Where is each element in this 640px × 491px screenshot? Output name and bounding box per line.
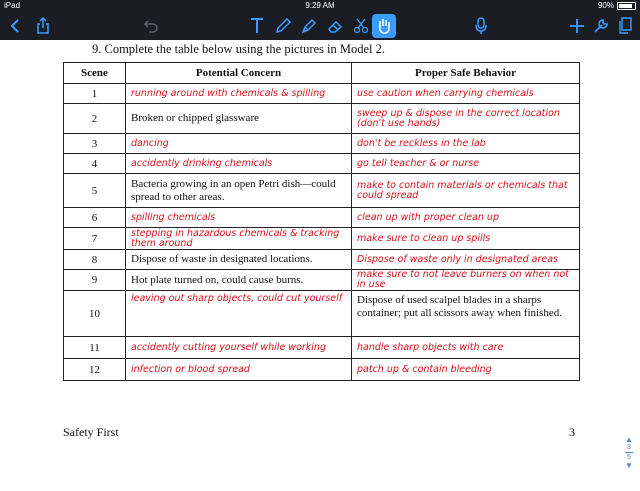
concern-cell[interactable] [126, 104, 352, 134]
handwritten-answer: make to contain materials or chemicals that could spread [357, 179, 568, 201]
page-navigator[interactable] [622, 435, 636, 491]
concern-cell[interactable] [126, 250, 352, 270]
handwritten-answer: patch up & contain bleeding [357, 363, 492, 375]
table-row [64, 250, 580, 270]
handwritten-answer: leaving out sharp objects, could cut yourself [131, 293, 343, 304]
scene-number: 6 [64, 208, 126, 228]
concern-cell[interactable] [126, 84, 352, 104]
handwritten-answer: dancing [131, 137, 169, 149]
table-row [64, 104, 580, 134]
concern-cell[interactable] [126, 270, 352, 291]
table-row [64, 154, 580, 174]
concern-cell[interactable] [126, 134, 352, 154]
printed-text: Bacteria growing in an open Petri dish—could spread to other areas. [131, 177, 336, 203]
scene-number: 1 [64, 84, 126, 104]
scene-number: 11 [64, 337, 126, 359]
concern-cell[interactable] [126, 228, 352, 250]
pages-icon[interactable] [614, 15, 636, 37]
battery-icon [617, 2, 636, 10]
battery-percent: 90% [597, 1, 614, 10]
undo-icon[interactable] [140, 15, 162, 37]
table-row [64, 228, 580, 250]
carrier-label: iPad [4, 1, 21, 10]
concern-cell[interactable] [126, 154, 352, 174]
behavior-cell[interactable] [352, 154, 580, 174]
hand-tool-icon[interactable] [372, 14, 396, 38]
toolbar [0, 12, 640, 40]
scene-number: 10 [64, 291, 126, 337]
behavior-cell[interactable] [352, 134, 580, 154]
handwritten-answer: infection or blood spread [131, 363, 250, 375]
handwritten-answer: Dispose of waste only in designated areas [357, 253, 558, 265]
concern-cell[interactable] [126, 174, 352, 208]
concern-cell[interactable] [126, 291, 352, 337]
behavior-cell[interactable] [352, 359, 580, 381]
eraser-tool-icon[interactable] [324, 15, 346, 37]
header-concern: Potential Concern [126, 63, 352, 84]
table-row [64, 291, 580, 337]
handwritten-answer: running around with chemicals & spilling [131, 87, 326, 99]
handwritten-answer: make sure to not leave burners on when not in use [357, 269, 569, 290]
scene-number: 3 [64, 134, 126, 154]
table-row [64, 270, 580, 291]
printed-text: Dispose of waste in designated locations. [131, 253, 313, 265]
handwritten-answer: handle sharp objects with care [357, 341, 504, 353]
document-page[interactable] [0, 40, 640, 480]
pager-total: 5 [627, 454, 631, 461]
printed-text: Hot plate turned on, could cause burns. [131, 273, 304, 286]
behavior-cell[interactable] [352, 337, 580, 359]
page-up-icon[interactable]: ▲ [625, 435, 633, 444]
table-row [64, 174, 580, 208]
handwritten-answer: don't be reckless in the lab [357, 137, 486, 149]
scene-number: 7 [64, 228, 126, 250]
header-scene: Scene [64, 63, 126, 84]
table-row [64, 208, 580, 228]
scene-number: 5 [64, 174, 126, 208]
concern-cell[interactable] [126, 359, 352, 381]
behavior-cell[interactable] [352, 291, 580, 337]
add-icon[interactable] [566, 15, 588, 37]
settings-icon[interactable] [590, 15, 612, 37]
scissors-tool-icon[interactable] [350, 15, 372, 37]
handwritten-answer: use caution when carrying chemicals [357, 87, 534, 99]
handwritten-answer: go tell teacher & or nurse [357, 157, 480, 169]
behavior-cell[interactable] [352, 104, 580, 134]
table-row [64, 359, 580, 381]
page-down-icon[interactable]: ▼ [625, 461, 633, 470]
behavior-cell[interactable] [352, 270, 580, 291]
behavior-cell[interactable] [352, 84, 580, 104]
pen-tool-icon[interactable] [272, 15, 294, 37]
behavior-cell[interactable] [352, 208, 580, 228]
scene-number: 8 [64, 250, 126, 270]
table-row [64, 337, 580, 359]
microphone-icon[interactable] [470, 15, 492, 37]
page-number: 3 [569, 425, 575, 439]
scene-number: 4 [64, 154, 126, 174]
scene-number: 9 [64, 270, 126, 291]
handwritten-answer: clean up with proper clean up [357, 211, 499, 223]
handwritten-answer: accidently drinking chemicals [131, 157, 273, 169]
share-icon[interactable] [32, 15, 54, 37]
printed-text: Broken or chipped glassware [131, 112, 259, 124]
clock: 9:29 AM [305, 1, 335, 10]
pager-current: 3 [627, 444, 631, 451]
footer-title: Safety First [63, 425, 119, 439]
behavior-cell[interactable] [352, 174, 580, 208]
concern-cell[interactable] [126, 208, 352, 228]
scene-number: 2 [64, 104, 126, 134]
behavior-cell[interactable] [352, 250, 580, 270]
question-prompt: 9. Complete the table below using the pictures in Model 2. [92, 42, 385, 56]
table-row [64, 134, 580, 154]
status-bar [0, 0, 640, 12]
handwritten-answer: sweep up & dispose in the correct location (don't use hands) [357, 107, 560, 129]
header-behavior: Proper Safe Behavior [352, 63, 580, 84]
handwritten-answer: accidently cutting yourself while working [131, 341, 326, 353]
back-icon[interactable] [4, 15, 26, 37]
printed-text: Dispose of used scalpel blades in a sharps container; put all scissors away when finished. [357, 294, 562, 319]
text-tool-icon[interactable] [246, 15, 268, 37]
highlighter-tool-icon[interactable] [298, 15, 320, 37]
concern-cell[interactable] [126, 337, 352, 359]
handwritten-answer: spilling chemicals [131, 211, 216, 223]
battery-indicator [598, 1, 636, 10]
table-row [64, 84, 580, 104]
handwritten-answer: make sure to clean up spills [357, 232, 491, 244]
behavior-cell[interactable] [352, 228, 580, 250]
handwritten-answer: stepping in hazardous chemicals & tracking them around [131, 227, 340, 249]
scene-number: 12 [64, 359, 126, 381]
table-header-row [64, 63, 580, 84]
safety-table [63, 62, 580, 381]
